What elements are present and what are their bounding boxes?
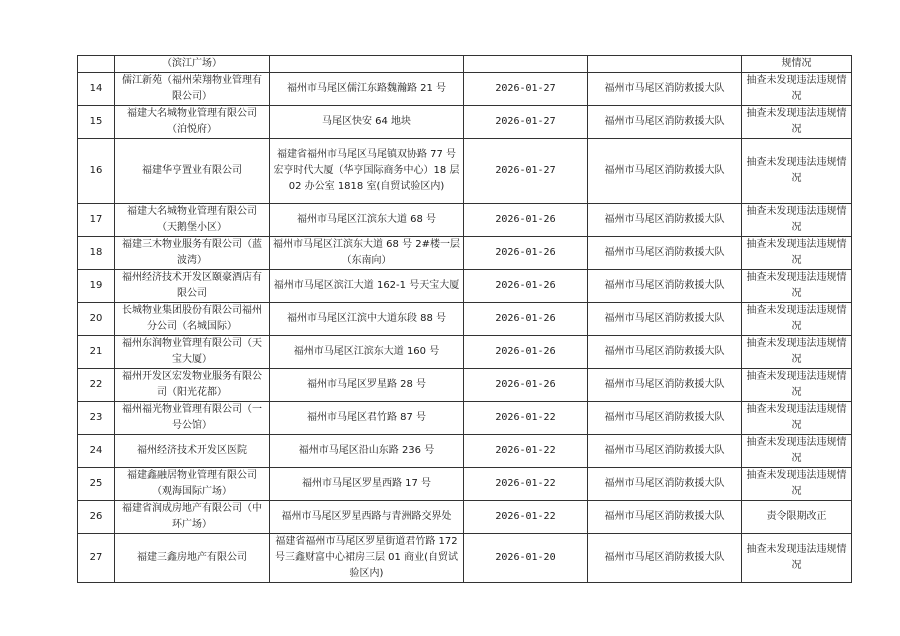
cell-result: 抽查未发现违法违规情况 [742,73,852,106]
cell-department: 福州市马尾区消防救援大队 [588,501,742,534]
cell-index: 20 [78,303,115,336]
table-row [78,270,852,303]
cell-date: 2026-01-26 [464,336,588,369]
cell-unit: 福州经济技术开发区颐豪酒店有限公司 [115,270,270,303]
cell-index: 24 [78,435,115,468]
cell-address: 福建省福州市马尾区马尾镇双协路 77 号宏亨时代大厦（华亨国际商务中心）18 层 02 办公室 1818 室(自贸试验区内) [270,139,464,204]
cell-result: 责令限期改正 [742,501,852,534]
cell-index: 23 [78,402,115,435]
cell-department: 福州市马尾区消防救援大队 [588,270,742,303]
cell-index: 27 [78,534,115,583]
cell-department [588,56,742,73]
cell-address: 福州市马尾区江滨中大道东段 88 号 [270,303,464,336]
table-row [78,303,852,336]
cell-result: 抽查未发现违法违规情况 [742,270,852,303]
cell-address [270,56,464,73]
cell-result: 抽查未发现违法违规情况 [742,369,852,402]
cell-department: 福州市马尾区消防救援大队 [588,468,742,501]
cell-address: 福州市马尾区江滨东大道 68 号 2#楼一层（东南向） [270,237,464,270]
cell-index: 19 [78,270,115,303]
cell-department: 福州市马尾区消防救援大队 [588,336,742,369]
table-row [78,204,852,237]
cell-date: 2026-01-26 [464,237,588,270]
cell-unit: 福州福光物业管理有限公司（一号公馆） [115,402,270,435]
table-row [78,336,852,369]
cell-date: 2026-01-26 [464,303,588,336]
cell-unit: 福州开发区宏发物业服务有限公司（阳光花都） [115,369,270,402]
cell-index: 16 [78,139,115,204]
cell-date: 2026-01-26 [464,369,588,402]
cell-address: 福州市马尾区江滨东大道 160 号 [270,336,464,369]
cell-result: 抽查未发现违法违规情况 [742,435,852,468]
inspection-results-table [77,55,852,583]
table-row [78,534,852,583]
cell-result: 抽查未发现违法违规情况 [742,139,852,204]
cell-address: 福建省福州市马尾区罗星街道君竹路 172 号三鑫财富中心裙房三层 01 商业(自贸试验区内) [270,534,464,583]
cell-date: 2026-01-22 [464,468,588,501]
cell-index: 21 [78,336,115,369]
cell-date: 2026-01-26 [464,204,588,237]
table-row [78,435,852,468]
cell-address: 福州市马尾区君竹路 87 号 [270,402,464,435]
cell-result: 抽查未发现违法违规情况 [742,303,852,336]
cell-address: 福州市马尾区江滨东大道 68 号 [270,204,464,237]
cell-department: 福州市马尾区消防救援大队 [588,139,742,204]
cell-date [464,56,588,73]
cell-department: 福州市马尾区消防救援大队 [588,435,742,468]
cell-date: 2026-01-22 [464,501,588,534]
cell-result: 抽查未发现违法违规情况 [742,402,852,435]
cell-result: 抽查未发现违法违规情况 [742,534,852,583]
cell-address: 福州市马尾区罗星西路 17 号 [270,468,464,501]
cell-address: 福州市马尾区罗星西路与青洲路交界处 [270,501,464,534]
cell-date: 2026-01-26 [464,270,588,303]
cell-unit: 福建大名城物业管理有限公司（泊悦府） [115,106,270,139]
cell-department: 福州市马尾区消防救援大队 [588,106,742,139]
cell-address: 福州市马尾区儒江东路魏瀚路 21 号 [270,73,464,106]
cell-index: 25 [78,468,115,501]
cell-address: 福州市马尾区滨江大道 162-1 号天宝大厦 [270,270,464,303]
cell-result: 规情况 [742,56,852,73]
cell-unit: 福州东润物业管理有限公司（天宝大厦） [115,336,270,369]
cell-result: 抽查未发现违法违规情况 [742,204,852,237]
cell-unit: 福建大名城物业管理有限公司（天鹅堡小区） [115,204,270,237]
cell-department: 福州市马尾区消防救援大队 [588,534,742,583]
cell-address: 福州市马尾区罗星路 28 号 [270,369,464,402]
cell-department: 福州市马尾区消防救援大队 [588,402,742,435]
table-row [78,501,852,534]
cell-result: 抽查未发现违法违规情况 [742,237,852,270]
cell-index: 22 [78,369,115,402]
cell-department: 福州市马尾区消防救援大队 [588,204,742,237]
cell-date: 2026-01-27 [464,139,588,204]
cell-result: 抽查未发现违法违规情况 [742,468,852,501]
cell-index [78,56,115,73]
cell-department: 福州市马尾区消防救援大队 [588,303,742,336]
cell-date: 2026-01-22 [464,402,588,435]
table-row [78,402,852,435]
cell-result: 抽查未发现违法违规情况 [742,106,852,139]
cell-unit: 福州经济技术开发区医院 [115,435,270,468]
table-row [78,468,852,501]
table-row [78,106,852,139]
table-row [78,369,852,402]
cell-department: 福州市马尾区消防救援大队 [588,369,742,402]
cell-index: 18 [78,237,115,270]
cell-unit: （滨江广场） [115,56,270,73]
cell-unit: 福建华亨置业有限公司 [115,139,270,204]
cell-unit: 福建三鑫房地产有限公司 [115,534,270,583]
cell-department: 福州市马尾区消防救援大队 [588,73,742,106]
cell-date: 2026-01-27 [464,73,588,106]
cell-index: 14 [78,73,115,106]
table-row [78,237,852,270]
cell-department: 福州市马尾区消防救援大队 [588,237,742,270]
table-body [78,56,852,583]
table-row [78,73,852,106]
cell-date: 2026-01-22 [464,435,588,468]
cell-date: 2026-01-27 [464,106,588,139]
cell-index: 15 [78,106,115,139]
cell-date: 2026-01-20 [464,534,588,583]
cell-result: 抽查未发现违法违规情况 [742,336,852,369]
cell-unit: 儒江新苑（福州荣翔物业管理有限公司） [115,73,270,106]
cell-unit: 福建省润成房地产有限公司（中环广场） [115,501,270,534]
cell-address: 福州市马尾区沿山东路 236 号 [270,435,464,468]
cell-address: 马尾区快安 64 地块 [270,106,464,139]
table-row [78,139,852,204]
cell-unit: 长城物业集团股份有限公司福州分公司（名城国际） [115,303,270,336]
table-row-partial [78,56,852,73]
cell-index: 17 [78,204,115,237]
cell-unit: 福建鑫融居物业管理有限公司（观海国际广场） [115,468,270,501]
cell-index: 26 [78,501,115,534]
cell-unit: 福建三木物业服务有限公司（蓝波湾） [115,237,270,270]
